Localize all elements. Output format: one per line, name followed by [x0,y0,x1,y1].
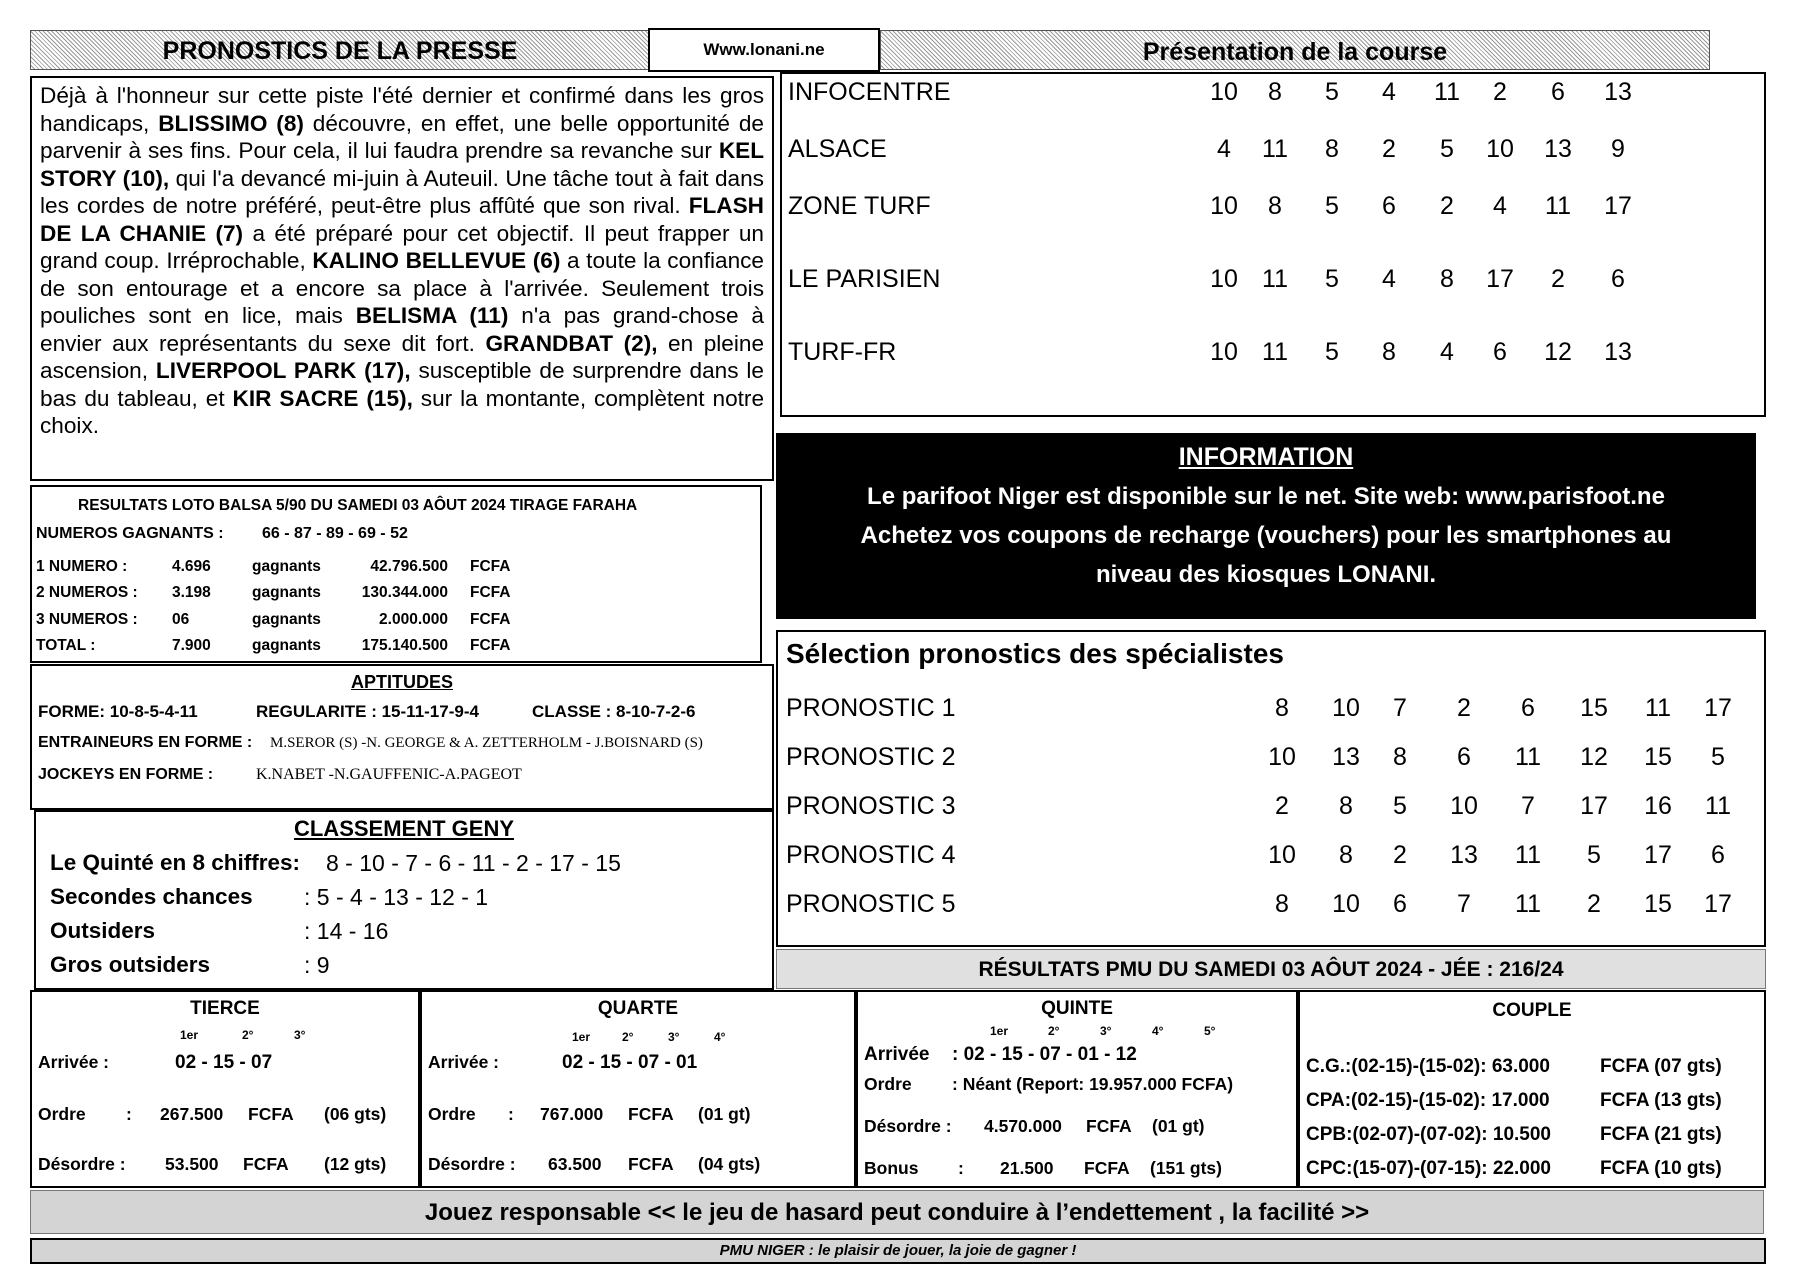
loto-row-word: gagnants [252,584,321,601]
quinte-place-2: 2° [1048,1024,1060,1038]
couple-row-label: CPB:(02-07)-(07-02): 10.500 [1306,1124,1551,1145]
selection-pick: 5 [1711,743,1725,771]
selection-pick: 12 [1580,743,1608,771]
quinte-place-3: 3° [1100,1024,1112,1038]
geny-row-value: 8 - 10 - 7 - 6 - 11 - 2 - 17 - 15 [326,850,621,876]
selection-pick: 11 [1515,841,1541,869]
tierce-ordre-value: 267.500 [160,1104,224,1124]
press-pick: 10 [1210,192,1238,220]
course-header [880,30,1710,70]
horse-name: BLISSIMO (8) [158,110,304,136]
press-row [782,135,1764,165]
couple-title: COUPLE [1492,1000,1572,1021]
selection-row-name: PRONOSTIC 4 [786,841,956,869]
press-pick: 5 [1325,78,1339,106]
aptitudes-box [30,664,774,810]
loto-row-currency: FCFA [470,558,511,575]
press-pick: 6 [1382,192,1396,220]
loto-title: RESULTATS LOTO BALSA 5/90 DU SAMEDI 03 AÔUT 2024 TIRAGE FARAHA [78,497,638,514]
quinte-ordre-label: Ordre [864,1074,912,1094]
quarte-ordre-label: Ordre [428,1104,476,1124]
quinte-desordre-gagnants: (01 gt) [1152,1116,1205,1136]
press-pick: 9 [1611,135,1625,163]
tierce-title: TIERCE [190,998,260,1019]
press-row [782,265,1764,295]
tierce-place-2: 2° [242,1028,254,1042]
loto-row-count: 4.696 [172,558,211,575]
responsible-gaming-banner: Jouez responsable << le jeu de hasard peut conduire à l’endettement , la facilité >> [30,1190,1764,1234]
tierce-place-1: 1er [180,1028,199,1042]
press-source-name: LE PARISIEN [788,265,941,293]
press-pick: 5 [1440,135,1454,163]
geny-row-value: : 9 [304,952,330,978]
quarte-arrivee-label: Arrivée : [428,1052,500,1072]
loto-row-word: gagnants [252,558,321,575]
tierce-desordre-currency: FCFA [243,1154,289,1174]
selection-pick: 13 [1332,743,1360,771]
quinte-place-4: 4° [1152,1024,1164,1038]
loto-row-currency: FCFA [470,637,511,654]
selection-pick: 8 [1275,890,1289,918]
selection-pick: 2 [1275,792,1289,820]
information-box [776,433,1756,619]
press-pick: 8 [1268,78,1282,106]
couple-row-label: CPA:(02-15)-(15-02): 17.000 [1306,1090,1550,1111]
geny-row-label: Outsiders [50,918,156,943]
quinte-desordre-value: 4.570.000 [984,1116,1062,1136]
geny-row-label: Gros outsiders [50,952,211,977]
couple-row-currency: FCFA (07 gts) [1600,1056,1722,1077]
article-segment: n'a pas grand-chose à envier aux représentants du sexe dit fort. [40,303,764,356]
quarte-desordre-currency: FCFA [628,1154,674,1174]
tierce-ordre-currency: FCFA [248,1104,294,1124]
loto-results [30,485,762,663]
press-pick: 2 [1493,78,1507,106]
tierce-place-3: 3° [294,1028,306,1042]
tierce-arrivee-label: Arrivée : [38,1052,110,1072]
loto-row-label: TOTAL : [36,637,96,654]
selection-row [778,792,1764,822]
selection-row-name: PRONOSTIC 5 [786,890,956,918]
aptitudes-entraineurs-value: M.SEROR (S) -N. GEORGE & A. ZETTERHOLM - J.BOISNARD (S) [270,735,703,751]
quarte-title: QUARTE [597,998,679,1019]
couple-row-label: C.G.:(02-15)-(15-02): 63.000 [1306,1056,1550,1077]
selection-title: Sélection pronostics des spécialistes [786,638,1284,669]
press-header [30,30,650,70]
selection-pick: 8 [1339,841,1353,869]
quinte-bonus-label: Bonus [864,1158,919,1178]
tierce-desordre-gagnants: (12 gts) [324,1154,387,1174]
selection-pick: 10 [1450,792,1478,820]
press-pick: 13 [1544,135,1572,163]
horse-name: FLASH DE LA CHANIE (7) [40,193,764,246]
selection-pick: 11 [1645,694,1671,722]
quarte-desordre-value: 63.500 [548,1154,602,1174]
selection-pick: 5 [1587,841,1601,869]
selection-pick: 7 [1521,792,1535,820]
couple-row-label: CPC:(15-07)-(07-15): 22.000 [1306,1158,1551,1179]
course-header-title: Présentation de la course [1142,38,1448,66]
press-pick: 13 [1604,338,1632,366]
press-pick: 4 [1382,265,1396,293]
press-pick: 6 [1493,338,1507,366]
geny-row-label: Le Quinté en 8 chiffres: [50,850,301,875]
press-pick: 4 [1493,192,1507,220]
quinte-desordre-currency: FCFA [1086,1116,1132,1136]
article-text [40,82,764,440]
horse-name: KEL STORY (10), [40,138,764,191]
selection-row [778,743,1764,773]
press-header-title: PRONOSTICS DE LA PRESSE [162,37,518,65]
selection-row-name: PRONOSTIC 3 [786,792,956,820]
selection-pick: 8 [1275,694,1289,722]
quarte-place-1: 1er [572,1030,591,1044]
couple-row-currency: FCFA (13 gts) [1600,1090,1722,1111]
quarte-desordre-label: Désordre : [428,1154,516,1174]
information-line-3: niveau des kiosques LONANI. [1095,561,1437,588]
information-line-2: Achetez vos coupons de recharge (vouchers) pour les smartphones au [860,522,1672,549]
quinte-bonus-colon: : [958,1158,964,1178]
press-pick: 6 [1611,265,1625,293]
tierce-desordre-value: 53.500 [165,1154,219,1174]
press-pick: 17 [1604,192,1632,220]
selection-pick: 15 [1580,694,1608,722]
quarte-place-4: 4° [714,1030,726,1044]
selection-pick: 8 [1393,743,1407,771]
geny-row-value: : 14 - 16 [304,918,389,944]
loto-row-word: gagnants [252,611,321,628]
loto-row-count: 7.900 [172,637,211,654]
information-line-1: Le parifoot Niger est disponible sur le net. Site web: www.parisfoot.ne [867,483,1665,510]
press-pick: 2 [1440,192,1454,220]
selection-pick: 17 [1580,792,1608,820]
aptitudes-entraineurs-label: ENTRAINEURS EN FORME : [38,734,253,751]
article-segment: sur la montante, complètent notre choix. [40,385,765,438]
press-pick: 10 [1210,338,1238,366]
selection-pick: 11 [1515,890,1541,918]
press-source-name: ZONE TURF [788,192,931,220]
loto-row-amount: 42.796.500 [370,558,448,575]
selection-pick: 6 [1521,694,1535,722]
selection-pick: 17 [1644,841,1672,869]
selection-pick: 7 [1457,890,1471,918]
quinte-bonus-value: 21.500 [1000,1158,1054,1178]
loto-row-label: 3 NUMEROS : [36,611,138,628]
tierce-arrivee-value: 02 - 15 - 07 [175,1052,273,1073]
press-pick: 4 [1440,338,1454,366]
article-segment: susceptible de surprendre dans le bas du tableau, et [40,358,765,411]
selection-pick: 2 [1587,890,1601,918]
article-segment: découvre, en effet, une belle opportunité de parvenir à ses fins. Pour cela, il lui faudra prendre sa revanche sur [40,110,764,163]
quarte-ordre-gagnants: (01 gt) [698,1104,751,1124]
quarte-place-3: 3° [668,1030,680,1044]
selection-row [778,890,1764,920]
couple-box [1298,990,1766,1188]
article-segment: a toute la confiance de son entourage et a encore sa place à l'arrivée. Seulement trois pouliches sont en lice, mais [40,248,764,328]
press-pick: 8 [1325,135,1339,163]
selection-pick: 5 [1393,792,1407,820]
information-title: INFORMATION [1178,443,1354,471]
geny-title: CLASSEMENT GENY [293,816,515,841]
press-pick: 10 [1210,78,1238,106]
selection-pick: 17 [1704,694,1732,722]
couple-row-currency: FCFA (10 gts) [1600,1158,1722,1179]
quarte-box [420,990,856,1188]
press-pick: 5 [1325,338,1339,366]
quarte-ordre-currency: FCFA [628,1104,674,1124]
press-article [30,76,774,481]
aptitudes-classe: CLASSE : 8-10-7-2-6 [532,702,696,721]
quinte-desordre-label: Désordre : [864,1116,952,1136]
press-pick: 5 [1325,265,1339,293]
quarte-arrivee-value: 02 - 15 - 07 - 01 [562,1052,698,1073]
loto-winning-numbers: 66 - 87 - 89 - 69 - 52 [262,525,408,542]
press-pick: 11 [1434,78,1460,106]
quinte-bonus-gagnants: (151 gts) [1150,1158,1222,1178]
selection-pick: 6 [1711,841,1725,869]
press-pick: 4 [1217,135,1231,163]
quinte-bonus-currency: FCFA [1084,1158,1130,1178]
selection-row-name: PRONOSTIC 1 [786,694,956,722]
press-row [782,192,1764,222]
quarte-place-2: 2° [622,1030,634,1044]
quinte-box [856,990,1298,1188]
loto-row-count: 3.198 [172,584,211,601]
press-pick: 17 [1486,265,1514,293]
horse-name: LIVERPOOL PARK (17), [155,358,411,383]
loto-row-currency: FCFA [470,611,511,628]
aptitudes-regularite: REGULARITE : 15-11-17-9-4 [256,702,479,721]
loto-row-amount: 2.000.000 [379,611,448,628]
article-segment: qui l'a devancé mi-juin à Auteuil. Une tâche tout à fait dans les cordes de notre préféré, peut-être plus affûté que son rival. [40,165,764,218]
specialist-selection [776,630,1766,947]
loto-winning-label: NUMEROS GAGNANTS : [36,525,224,542]
loto-row-label: 1 NUMERO : [36,558,128,575]
quarte-ordre-colon: : [508,1104,514,1124]
quarte-ordre-value: 767.000 [540,1104,604,1124]
loto-row-amount: 175.140.500 [361,637,448,654]
article-segment: Déjà à l'honneur sur cette piste l'été dernier et confirmé dans les gros handicaps, [40,83,764,136]
press-row [782,78,1764,108]
press-pick: 11 [1262,135,1288,163]
aptitudes-forme: FORME: 10-8-5-4-11 [38,702,198,721]
aptitudes-jockeys-label: JOCKEYS EN FORME : [38,766,214,783]
loto-row-currency: FCFA [470,584,511,601]
press-pick: 11 [1262,265,1288,293]
pmu-results-title: RÉSULTATS PMU DU SAMEDI 03 AÔUT 2024 - JÉE : 216/24 [776,949,1766,989]
aptitudes-title: APTITUDES [350,672,453,692]
geny-row-value: : 5 - 4 - 13 - 12 - 1 [304,884,489,910]
loto-row-count: 06 [172,611,190,628]
selection-row [778,694,1764,724]
article-segment: en pleine ascension, [40,330,765,383]
press-pick: 13 [1604,78,1632,106]
press-pick: 10 [1486,135,1514,163]
geny-row-label: Secondes chances [50,884,253,909]
press-predictions-table [780,72,1766,417]
press-source-name: ALSACE [788,135,887,163]
press-pick: 11 [1262,338,1288,366]
quinte-title: QUINTE [1041,998,1113,1019]
selection-row [778,841,1764,871]
press-pick: 6 [1551,78,1565,106]
article-segment: a été préparé pour cet objectif. Il peut frapper un grand coup. Irréprochable, [40,220,764,273]
quinte-arrivee-label: Arrivée [864,1044,930,1065]
loto-row-label: 2 NUMEROS : [36,584,138,601]
press-source-name: INFOCENTRE [788,78,951,106]
horse-name: BELISMA (11) [355,303,509,328]
press-pick: 2 [1382,135,1396,163]
quinte-arrivee-value: : 02 - 15 - 07 - 01 - 12 [952,1044,1137,1065]
selection-pick: 13 [1450,841,1478,869]
selection-pick: 10 [1268,841,1296,869]
press-pick: 2 [1551,265,1565,293]
horse-name: GRANDBAT (2), [485,330,658,356]
quinte-place-5: 5° [1204,1024,1216,1038]
quinte-ordre-value: : Néant (Report: 19.957.000 FCFA) [952,1074,1234,1094]
aptitudes-jockeys-value: K.NABET -N.GAUFFENIC-A.PAGEOT [256,766,522,783]
selection-pick: 15 [1644,890,1672,918]
tierce-ordre-gagnants: (06 gts) [324,1104,387,1124]
selection-pick: 6 [1393,890,1407,918]
horse-name: KALINO BELLEVUE (6) [312,248,561,273]
selection-pick: 15 [1644,743,1672,771]
press-pick: 11 [1545,192,1571,220]
selection-pick: 11 [1515,743,1541,771]
horse-name: KIR SACRE (15), [232,385,413,411]
press-pick: 10 [1210,265,1238,293]
classement-geny [34,810,774,990]
tierce-box [30,990,420,1188]
press-pick: 4 [1382,78,1396,106]
press-pick: 8 [1268,192,1282,220]
press-pick: 12 [1544,338,1572,366]
tierce-ordre-colon: : [126,1104,132,1124]
loto-row-word: gagnants [252,637,321,654]
quarte-desordre-gagnants: (04 gts) [698,1154,761,1174]
loto-row-amount: 130.344.000 [361,584,448,601]
quinte-place-1: 1er [990,1024,1009,1038]
selection-pick: 10 [1332,890,1360,918]
selection-pick: 17 [1704,890,1732,918]
selection-pick: 10 [1268,743,1296,771]
selection-pick: 10 [1332,694,1360,722]
selection-pick: 11 [1705,792,1731,820]
tierce-desordre-label: Désordre : [38,1154,126,1174]
selection-pick: 8 [1339,792,1353,820]
press-source-name: TURF-FR [788,338,897,366]
tierce-ordre-label: Ordre [38,1104,86,1124]
selection-pick: 2 [1393,841,1407,869]
press-pick: 8 [1440,265,1454,293]
selection-row-name: PRONOSTIC 2 [786,743,956,771]
site-link[interactable]: Www.lonani.ne [648,28,880,72]
selection-pick: 16 [1644,792,1672,820]
couple-row-currency: FCFA (21 gts) [1600,1124,1722,1145]
press-pick: 8 [1382,338,1396,366]
selection-pick: 6 [1457,743,1471,771]
pmu-slogan: PMU NIGER : le plaisir de jouer, la joie de gagner ! [30,1238,1766,1264]
selection-pick: 7 [1393,694,1407,722]
press-pick: 5 [1325,192,1339,220]
press-row [782,338,1764,368]
selection-pick: 2 [1457,694,1471,722]
